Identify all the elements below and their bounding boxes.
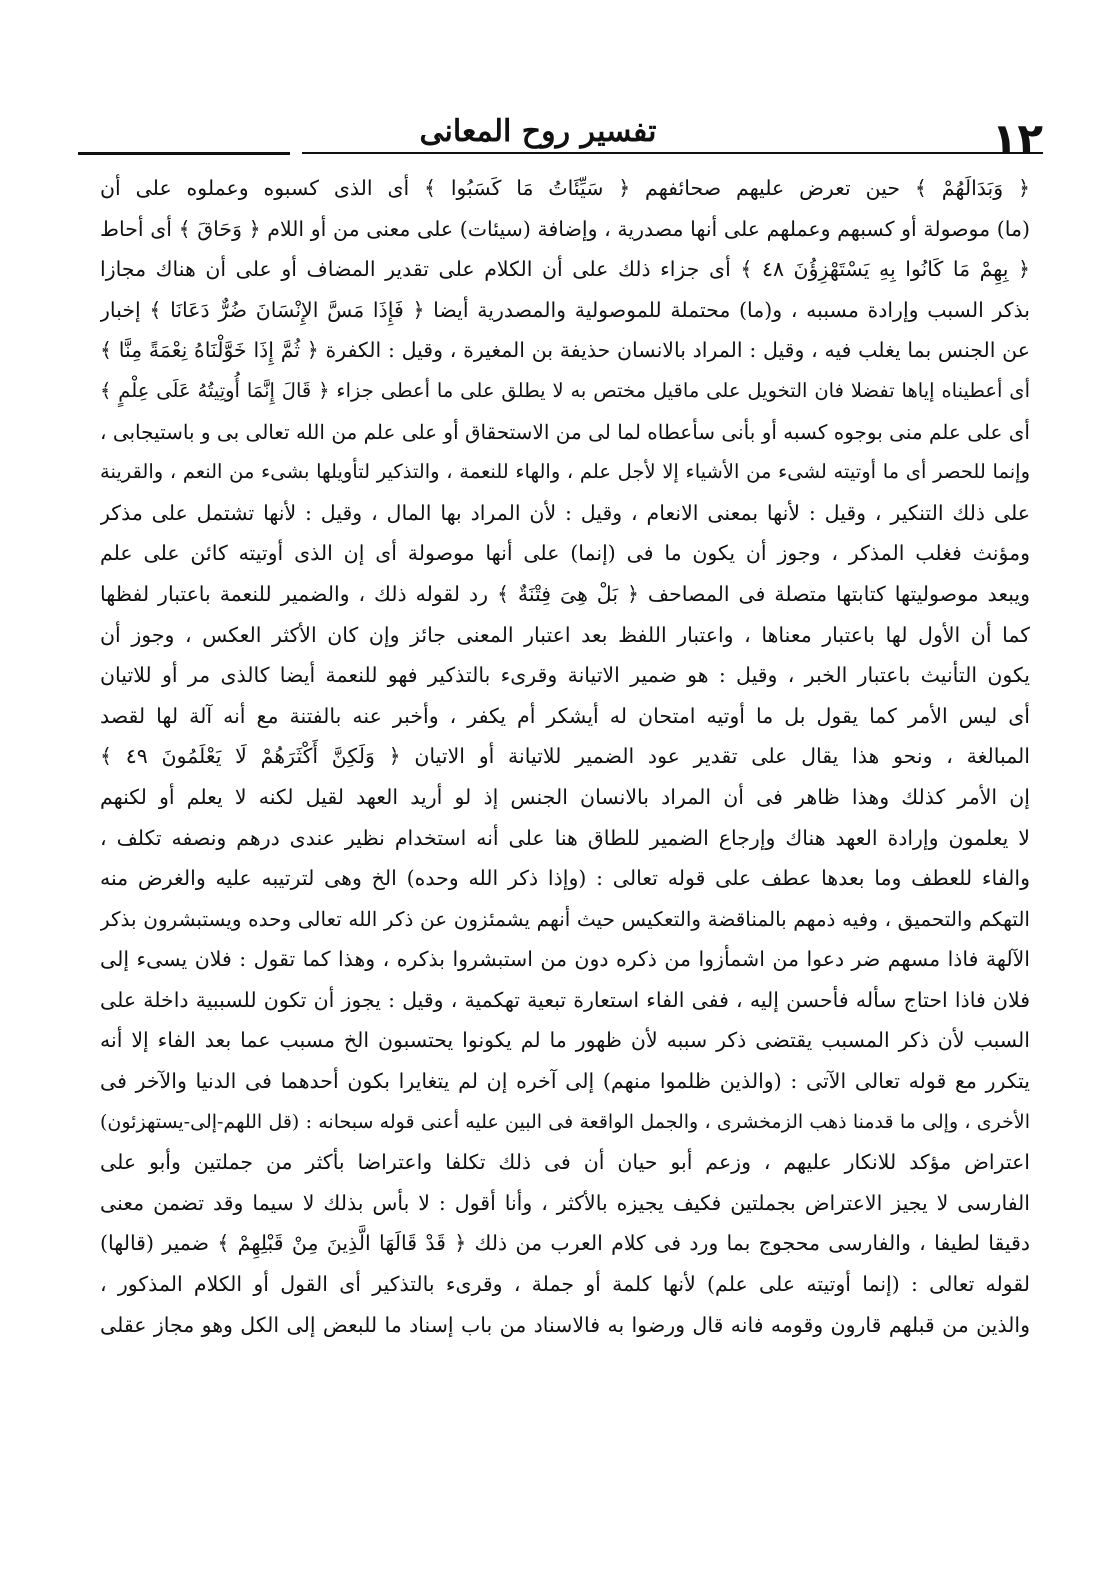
text-line: (ما) موصولة أو كسبهم وعملهم على أنها مصدرية ، وإضافة (سيئات) على معنى من أو اللام ﴿ وَحَاقَ ﴾ أى أحاط — [100, 216, 1030, 241]
text-line: اعتراض مؤكد للانكار عليهم ، وزعم أبو حيان أن فى ذلك تكلفا واعتراضا بأكثر من جملتين وأبو على — [100, 1150, 1030, 1175]
text-line: يكون التأنيث باعتبار الخبر ، وقيل : هو ضمير الاتيانة وقرىء بالتذكير فهو للنعمة أيضا كالذى مر أو للاتيان — [100, 663, 1030, 688]
running-title: تفسير روح المعانى — [419, 114, 657, 149]
page-number: ١٢ — [991, 114, 1043, 163]
text-line: بذكر السبب وإرادة مسببه ، و(ما) محتملة للموصولية والمصدرية أيضا ﴿ فَإِذَا مَسَّ الإِنْسَانَ ضُرٌّ دَعَانَا ﴾ إخبار — [100, 297, 1030, 322]
header-rule-long — [302, 152, 1043, 154]
text-line: إن الأمر كذلك وهذا ظاهر فى أن المراد بالانسان الجنس إذ لو أريد العهد لقيل لكنه لا يعلم أو لكنهم — [100, 784, 1030, 809]
text-line: الآلهة فاذا مسهم ضر دعوا من اشمأزوا من ذكره دون من استبشروا بذكره ، وهذا كما تقول : فلان يسىء إلى — [100, 947, 1030, 972]
text-line: ﴿ بِهِمْ مَا كَانُوا بِهِ يَسْتَهْزِؤُنَ ٤٨ ﴾ أى جزاء ذلك على أن الكلام على تقدير المضاف أو على أن هناك مجازا — [100, 257, 1030, 282]
text-line: يتكرر مع قوله تعالى الآتى : (والذين ظلموا منهم) إلى آخره إن لم يتغايرا بكون أحدهما فى الدنيا والآخر فى — [100, 1069, 1030, 1094]
text-line: لا يعلمون وإرادة العهد هناك وإرجاع الضمير للطاق هنا على أنه استخدام نظير عندى درهم ونصفه تكلف ، — [100, 825, 1030, 850]
text-line: الفارسى لا يجيز الاعتراض بجملتين فكيف يجيزه بالأكثر ، وأنا أقول : لا بأس بذلك لا سيما وقد تضمن معنى — [100, 1190, 1030, 1215]
text-line: أى ليس الأمر كما يقول بل ما أوتيه امتحان له أيشكر أم يكفر ، وأخبر عنه بالفتنة مع أنه آلة لها لقصد — [100, 703, 1030, 728]
text-line: ﴿ وَبَدَالَهُمْ ﴾ حين تعرض عليهم صحائفهم ﴿ سَيِّئَاتُ مَا كَسَبُوا ﴾ أى الذى كسبوه وعملوه على أن — [100, 176, 1030, 200]
text-line: السبب لأن ذكر المسبب يقتضى ذكر سببه لأن ظهور ما لم يكونوا يحتسبون الخ مسبب عما بعد الفاء إلا أنه — [100, 1028, 1030, 1053]
commentary-text — [100, 168, 1030, 1345]
text-line: لقوله تعالى : (إنما أوتيته على علم) لأنها كلمة أو جملة ، وقرىء بالتذكير أى القول أو الكلام المذكور ، — [100, 1272, 1030, 1297]
text-line: فلان فاذا احتاج سأله فأحسن إليه ، ففى الفاء استعارة تبعية تهكمية ، وقيل : يجوز أن تكون للسببية داخلة على — [100, 987, 1030, 1012]
text-line: ويبعد موصوليتها كتابتها متصلة فى المصاحف ﴿ بَلْ هِىَ فِتْنَةٌ ﴾ رد لقوله ذلك ، والضمير للنعمة باعتبار لفظها — [100, 581, 1030, 606]
text-line: الأخرى ، وإلى ما قدمنا ذهب الزمخشرى ، والجمل الواقعة فى البين عليه أعنى قوله سبحانه : (قل اللهم-إلى-يستهزئون) — [100, 1110, 1030, 1133]
text-line: على ذلك التنكير ، وقيل : لأنها بمعنى الانعام ، وقيل : لأن المراد بها المال ، وقيل : لأنها تشتمل على مذكر — [100, 500, 1030, 525]
text-line: والذين من قبلهم قارون وقومه فانه قال ورضوا به فالاسناد من باب إسناد ما للبعض إلى الكل وهو مجاز عقلى — [100, 1312, 1030, 1337]
text-line: كما أن الأول لها باعتبار معناها ، واعتبار اللفظ بعد اعتبار المعنى جائز وإن كان الأكثر العكس ، وجوز أن — [100, 622, 1030, 647]
text-line: دقيقا لطيفا ، والفارسى محجوج بما ورد فى كلام العرب من ذلك ﴿ قَدْ قَالَهَا الَّذِينَ مِنْ قَبْلِهِمْ ﴾ ضمير (قالها) — [100, 1231, 1030, 1256]
text-line: أى أعطيناه إياها تفضلا فان التخويل على ماقيل مختص به لا يطلق على ما أعطى جزاء ﴿ قَالَ إِنَّمَا أُوتِيتُهُ عَلَى عِلْمٍ ﴾ — [100, 378, 1030, 402]
text-line: المبالغة ، ونحو هذا يقال على تقدير عود الضمير للاتيانة أو الاتيان ﴿ وَلَكِنَّ أَكْثَرَهُمْ لَا يَعْلَمُونَ ٤٩ ﴾ — [100, 744, 1030, 769]
text-line: التهكم والتحميق ، وفيه ذمهم بالمناقضة والتعكيس حيث أنهم يشمئزون عن ذكر الله تعالى وحده ويستبشرون بذكر — [100, 906, 1030, 931]
text-line: ومؤنث فغلب المذكر ، وجوز أن يكون ما فى (إنما) على أنها موصولة أى إن الذى أوتيته كائن على علم — [100, 541, 1030, 566]
text-line: أى على علم منى بوجوه كسبه أو بأنى سأعطاه لما لى من الاستحقاق أو على علم من الله تعالى بى و باستيجابى ، — [100, 419, 1030, 444]
page-header — [78, 100, 1043, 163]
text-line: عن الجنس بما يغلب فيه ، وقيل : المراد بالانسان حذيفة بن المغيرة ، وقيل : الكفرة ﴿ ثُمَّ إِذَا خَوَّلْنَاهُ نِعْمَةً مِنَّا ﴾ — [100, 338, 1030, 363]
text-line: والفاء للعطف وما بعدها عطف على قوله تعالى : (وإذا ذكر الله وحده) الخ وهى لترتيبه عليه والغرض منه — [100, 866, 1030, 891]
header-rule-short — [78, 152, 290, 155]
text-line: وإنما للحصر أى ما أوتيته لشىء من الأشياء إلا لأجل علم ، والهاء للنعمة ، والتذكير لتأويلها بشىء من النعم ، والقرينة — [100, 460, 1030, 484]
